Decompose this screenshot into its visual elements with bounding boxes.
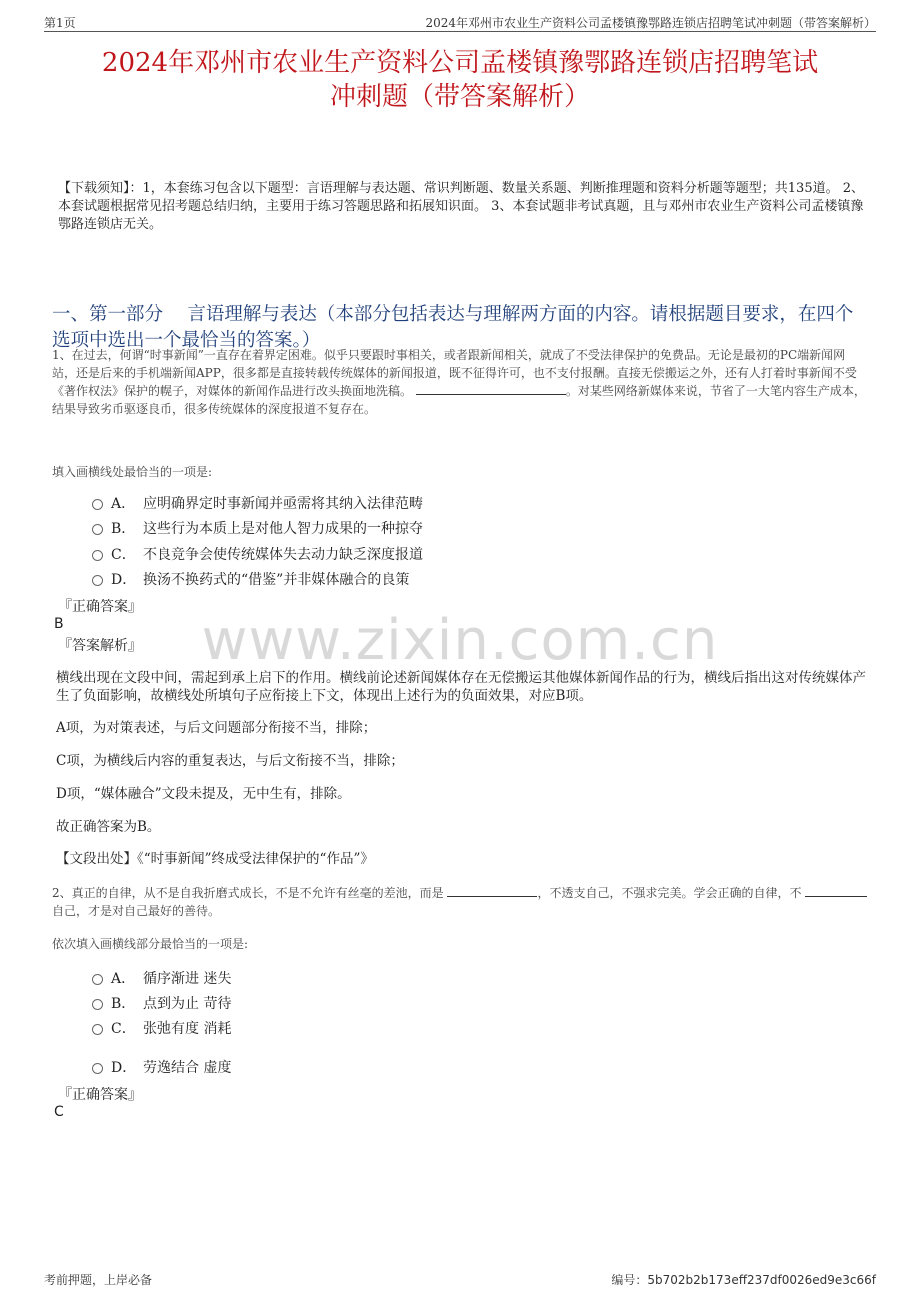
radio-icon[interactable]	[92, 524, 103, 535]
radio-icon[interactable]	[92, 1024, 103, 1035]
option-text: 张弛有度 消耗	[143, 1021, 232, 1037]
q1-answer: B	[54, 616, 64, 632]
q1-analysis: 横线出现在文段中间，需起到承上启下的作用。横线前论述新闻媒体存在无偿搬运其他媒体新闻作品的行为，横线后指出这对传统媒体产生了负面影响，故横线处所填句子应衔接上下文，体现出上述行为的负面效果，对应B项。	[56, 670, 866, 704]
q2-option-c[interactable]	[92, 1019, 231, 1039]
option-text: 应明确界定时事新闻并亟需将其纳入法律范畴	[143, 496, 423, 512]
q1-analysis-d: D项，“媒体融合”文段未提及，无中生有，排除。	[56, 786, 351, 802]
q1-option-a[interactable]	[92, 494, 423, 514]
title-line-1: 2024年邓州市农业生产资料公司孟楼镇豫鄂路连锁店招聘笔试	[101, 48, 819, 78]
question-1-blank	[416, 382, 566, 395]
option-text: 点到为止 苛待	[143, 996, 232, 1012]
option-letter: D．	[111, 1060, 137, 1076]
option-text: 劳逸结合 虚度	[143, 1060, 232, 1076]
watermark: www.zixin.com.cn	[201, 608, 719, 673]
radio-icon[interactable]	[92, 974, 103, 985]
option-letter: B．	[111, 521, 136, 537]
option-letter: A．	[111, 496, 136, 512]
option-text: 换汤不换药式的“借鉴”并非媒体融合的良策	[143, 572, 410, 588]
question-2-blank-2	[805, 884, 867, 897]
option-letter: C．	[111, 1021, 136, 1037]
footer-code	[611, 1271, 876, 1288]
option-text: 循序渐进 迷失	[143, 971, 232, 987]
option-letter: A．	[111, 971, 136, 987]
download-notice: 【下载须知】：1，本套练习包含以下题型：言语理解与表达题、常识判断题、数量关系题、判断推理题和资料分析题等题型；共135道。 2、本套试题根据常见招考题总结归纳，主要用于练习答题思路和拓展知识面。 3、本套试题非考试真题，且与邓州市农业生产资料公司孟楼镇豫鄂路连锁店无关。	[58, 181, 864, 232]
question-2-text-a: 2、真正的自律，从不是自我折磨式成长，不是不允许有丝毫的差池，而是	[52, 886, 444, 900]
q1-option-c[interactable]	[92, 545, 423, 565]
page-title	[44, 46, 876, 114]
question-2-blank-1	[447, 884, 537, 897]
q2-answer-label: 『正确答案』	[58, 1087, 142, 1103]
page-number: 第1页	[44, 16, 76, 30]
radio-icon[interactable]	[92, 999, 103, 1010]
footer-slogan: 考前押题，上岸必备	[44, 1273, 153, 1287]
radio-icon[interactable]	[92, 1063, 103, 1074]
question-1-instruction: 填入画横线处最恰当的一项是:	[52, 465, 213, 479]
radio-icon[interactable]	[92, 499, 103, 510]
q1-option-d[interactable]	[92, 570, 409, 590]
q2-option-d[interactable]	[92, 1058, 231, 1078]
option-letter: C．	[111, 547, 136, 563]
footer-code-label: 编号：	[611, 1273, 648, 1287]
q2-answer: C	[54, 1104, 64, 1120]
q2-option-a[interactable]	[92, 969, 231, 989]
q1-option-b[interactable]	[92, 519, 423, 539]
option-letter: B．	[111, 996, 136, 1012]
option-letter: D．	[111, 572, 137, 588]
radio-icon[interactable]	[92, 575, 103, 586]
question-1-text	[52, 346, 868, 418]
question-2-text	[52, 884, 868, 920]
q1-analysis-c: C项，为横线后内容的重复表达，与后文衔接不当，排除；	[56, 753, 404, 769]
option-text: 这些行为本质上是对他人智力成果的一种掠夺	[143, 521, 423, 537]
q1-analysis-label: 『答案解析』	[58, 638, 142, 654]
option-text: 不良竞争会使传统媒体失去动力缺乏深度报道	[143, 547, 423, 563]
radio-icon[interactable]	[92, 550, 103, 561]
question-2-text-b: ，不透支自己，不强求完美。学会正确的自律，不	[537, 886, 802, 900]
footer-code-value: 5b702b2b173eff237df0026ed9e3c66f	[647, 1273, 876, 1287]
q2-option-b[interactable]	[92, 994, 231, 1014]
q1-source: 【文段出处】《“时事新闻”终成受法律保护的“作品”》	[56, 851, 374, 867]
q1-analysis-a: A项，为对策表述，与后文问题部分衔接不当，排除；	[56, 720, 377, 736]
q1-conclusion: 故正确答案为B。	[56, 819, 161, 835]
question-2-text-c: 自己，才是对自己最好的善待。	[52, 904, 221, 918]
question-1-text-before: 1、在过去，何谓“时事新闻”一直存在着界定困难。似乎只要跟时事相关，或者跟新闻相关，就成了不受法律保护的免费品。无论是最初的PC端新闻网站，还是后来的手机端新闻APP，很多都是直接转载传统媒体的新闻报道，既不征得许可，也不支付报酬。直接无偿搬运之外，还有人打着时事新闻不受《著作权法》保护的幌子，对媒体的新闻作品进行改头换面地洗稿。	[52, 348, 857, 398]
header-divider	[44, 31, 876, 32]
q1-answer-label: 『正确答案』	[58, 599, 142, 615]
header-doc-title: 2024年邓州市农业生产资料公司孟楼镇豫鄂路连锁店招聘笔试冲刺题（带答案解析）	[425, 16, 876, 30]
section-heading: 一、第一部分 言语理解与表达（本部分包括表达与理解两方面的内容。请根据题目要求，在四个选项中选出一个最恰当的答案。）	[52, 304, 854, 351]
question-2-instruction: 依次填入画横线部分最恰当的一项是:	[52, 937, 249, 951]
question-1-text-after: 。对某些网络新媒体来说，节省了一大笔内容生产成本，结果导致劣币驱逐良币，很多传统媒体的深度报道不复存在。	[52, 384, 866, 416]
title-line-2: 冲刺题（带答案解析）	[329, 82, 590, 112]
